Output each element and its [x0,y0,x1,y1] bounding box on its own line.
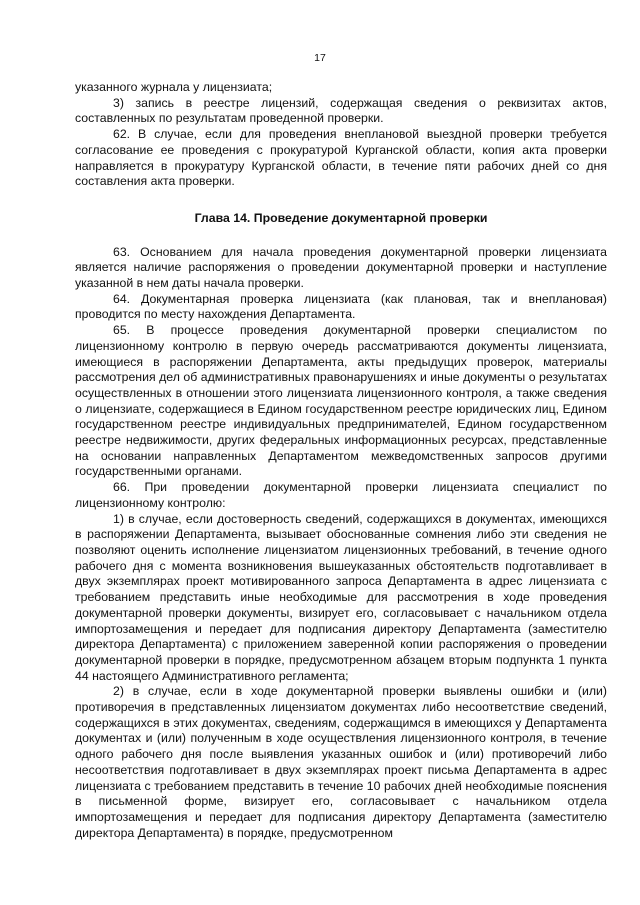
document-body [75,80,607,841]
paragraph-continuation: указанного журнала у лицензиата; [75,80,273,94]
paragraph-66: 66. При проведении документарной проверки лицензиата специалист по лицензионному контролю: [75,480,607,510]
paragraph-62: 62. В случае, если для проведения внеплановой выездной проверки требуется согласование ее проведения с прокуратурой Курганской области, копия акта проверки направляется в прокуратуру Курганской области, в течение пяти рабочих дней со дня составления акта проверки. [75,127,607,189]
paragraph-66-item-1: 1) в случае, если достоверность сведений, содержащихся в документах, имеющихся в распоряжении Департамента, вызывает обоснованные сомнения либо эти сведения не позволяют оценить исполнение лицензиатом лицензионных требований, в течение одного рабочего дня с момента возникновения вышеуказанных обстоятельств подготавливает в двух экземплярах проект мотивированного запроса Департамента в адрес лицензиата с требованием представить иные необходимые для рассмотрения в ходе проведения документарной проверки документы, визирует его, согласовывает с начальником отдела импортозамещения и передает для подписания директору Департамента (заместителю директора Департамента) с приложением заверенной копии распоряжения о проведении документарной проверки в порядке, предусмотренном абзацем вторым подпункта 1 пункта 44 настоящего Административного регламента; [75,511,607,683]
paragraph-63: 63. Основанием для начала проведения документарной проверки лицензиата является наличие распоряжения о проведении документарной проверки и наступление указанной в нем даты начала проверки. [75,244,607,291]
paragraph-65: 65. В процессе проведения документарной проверки специалистом по лицензионному контролю в первую очередь рассматриваются документы лицензиата, имеющиеся в распоряжении Департамента, акты предыдущих проверок, материалы рассмотрения дел об административных правонарушениях и иные документы о результатах осуществленных в отношении этого лицензиата лицензионного контроля, а также сведения о лицензиате, содержащиеся в Едином государственном реестре юридических лиц, Едином государственном реестре индивидуальных предпринимателей, Едином государственном реестре недвижимости, других федеральных информационных ресурсах, представленные на основании направленных Департаментом межведомственных запросов другими государственными органами. [75,323,607,479]
paragraph-64: 64. Документарная проверка лицензиата (как плановая, так и внеплановая) проводится по месту нахождения Департамента. [75,291,607,322]
chapter-heading: Глава 14. Проведение документарной проверки [194,210,488,225]
paragraph-item-3: 3) запись в реестре лицензий, содержащая сведения о реквизитах актов, составленных по результатам проведенной проверки. [75,95,607,126]
paragraph-66-item-2: 2) в случае, если в ходе документарной проверки выявлены ошибки и (или) противоречия в представленных лицензиатом документах либо несоответствие сведений, содержащихся в этих документах, сведениям, содержащимся в имеющихся у Департамента документах и (или) полученным в ходе осуществления лицензионного контроля, в течение одного рабочего дня после выявления указанных ошибок и (или) противоречий либо несоответствия подготавливает в двух экземплярах проект письма Департамента в адрес лицензиата с требованием представить в течение 10 рабочих дней необходимые пояснения в письменной форме, визирует его, согласовывает с начальником отдела импортозамещения и передает для подписания директору Департамента (заместителю директора Департамента) в порядке, предусмотренном [75,684,607,840]
page-number: 17 [314,52,326,64]
